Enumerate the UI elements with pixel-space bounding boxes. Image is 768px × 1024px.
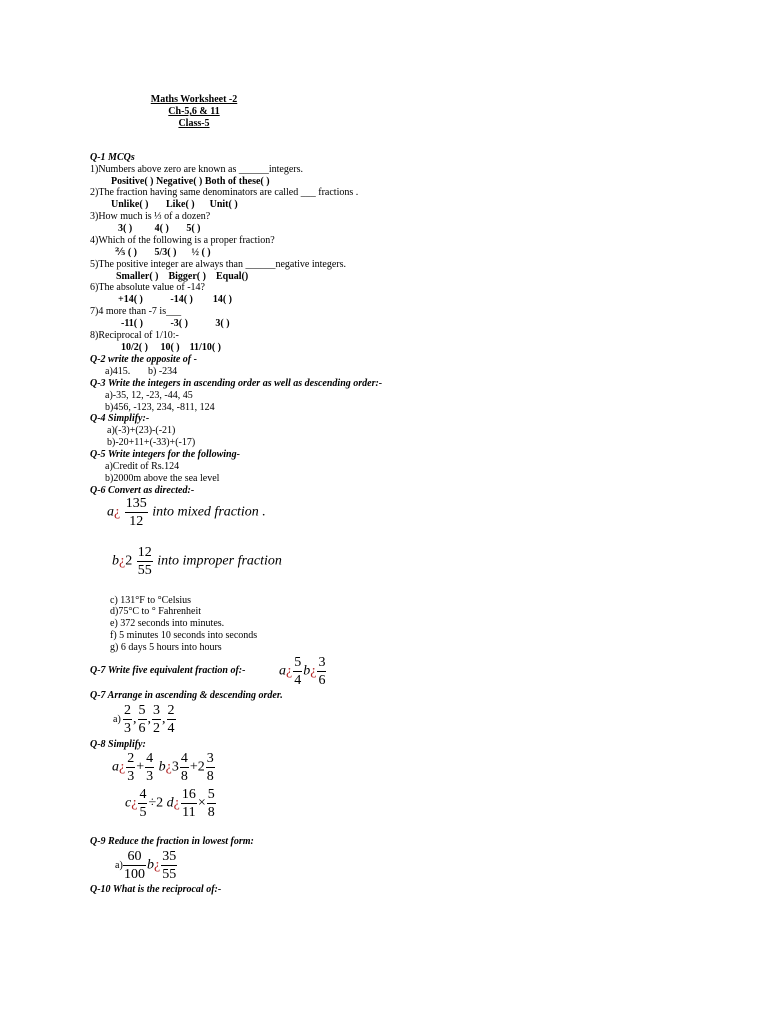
- q5-part-a: a)Credit of Rs.124: [105, 461, 180, 472]
- q6-part-d: d)75°C to ° Fahrenheit: [110, 606, 202, 617]
- q7-a-label: a: [279, 663, 286, 679]
- q8-a-fraction-2: [145, 750, 154, 785]
- q8-line-2: [125, 786, 217, 821]
- q8-b-plus: +: [189, 759, 198, 775]
- q1-question-3: 3)How much is ⅓ of a dozen?: [90, 211, 211, 222]
- q6-part-b-expression: [112, 544, 282, 579]
- q7-f1-numerator: 2: [124, 703, 131, 718]
- q9-heading: Q-9 Reduce the fraction in lowest form:: [90, 836, 254, 847]
- q8-c-mark: ¿: [131, 795, 138, 811]
- q8-line-1: [112, 750, 216, 785]
- q1-question-2: 2)The fraction having same denominators are called ___ fractions .: [90, 187, 359, 198]
- q8-c-whole: 2: [156, 795, 164, 811]
- q7-b-mark: ¿: [310, 663, 317, 679]
- q7-a-mark: ¿: [286, 663, 293, 679]
- q8-a1-numerator: 2: [127, 751, 135, 766]
- q1-options-6: +14( ) -14( ) 14( ): [118, 294, 233, 305]
- q8-c1-denominator: 5: [139, 805, 147, 820]
- q8-a-mark: ¿: [119, 759, 126, 775]
- q6-b-text: into improper fraction: [157, 553, 282, 569]
- q7-sep-3: ,: [162, 711, 166, 727]
- q7-a-numerator: 5: [294, 655, 302, 670]
- q1-options-2: Unlike( ) Like( ) Unit( ): [111, 199, 238, 210]
- q1-options-7: -11( ) -3( ) 3( ): [121, 318, 230, 329]
- q8-d-fraction-1: [181, 786, 197, 821]
- q2-part-b: b) -234: [148, 366, 178, 377]
- q7-f4-numerator: 2: [167, 703, 175, 718]
- q9-a-denominator: 100: [124, 867, 145, 882]
- q3-part-b: b)456, -123, 234, -811, 124: [105, 402, 215, 413]
- q7-f2-numerator: 5: [138, 703, 146, 718]
- q1-options-4: ⅖ ( ) 5/3( ) ½ ( ): [115, 247, 211, 258]
- q9-b-label: b: [147, 857, 154, 873]
- q6-a-text: into mixed fraction .: [152, 504, 266, 520]
- q8-b1-denominator: 8: [180, 769, 188, 784]
- q1-heading: Q-1 MCQs: [90, 152, 135, 163]
- q8-d-mark: ¿: [173, 795, 180, 811]
- q2-heading: Q-2 write the opposite of -: [90, 354, 197, 365]
- q6-part-f: f) 5 minutes 10 seconds into seconds: [110, 630, 258, 641]
- q4-part-b: b)-20+11+(-33)+(-17): [107, 437, 196, 448]
- q7-sep-2: ,: [147, 711, 151, 727]
- q8-c-label: c: [125, 795, 132, 811]
- q5-heading: Q-5 Write integers for the following-: [90, 449, 240, 460]
- q5-part-b: b)2000m above the sea level: [105, 473, 220, 484]
- q7-equivalent-heading: Q-7 Write five equivalent fraction of:-: [90, 665, 246, 676]
- q9-a-fraction: [123, 848, 146, 883]
- q7-fraction-3: [152, 702, 161, 737]
- q6-heading: Q-6 Convert as directed:-: [90, 485, 195, 496]
- q7-a-fraction: [293, 654, 302, 689]
- q8-b-label: b: [158, 759, 166, 775]
- q2-part-a: a)415.: [105, 366, 131, 377]
- q8-a-plus: +: [136, 759, 145, 775]
- q3-heading: Q-3 Write the integers in ascending order as well as descending order:-: [90, 378, 383, 389]
- q7-fraction-4: [167, 702, 176, 737]
- q7-b-label: b: [303, 663, 311, 679]
- q8-b-mark: ¿: [165, 759, 172, 775]
- q6-b-mark: ¿: [119, 553, 126, 569]
- q7-f3-numerator: 3: [153, 703, 160, 718]
- q7-arrange-heading: Q-7 Arrange in ascending & descending order.: [90, 690, 283, 701]
- q8-b-fraction-1: [180, 750, 189, 785]
- q9-a-label: a): [115, 860, 123, 871]
- q7-arrange-label: a): [113, 714, 121, 725]
- q8-b2-denominator: 8: [206, 769, 214, 784]
- worksheet-title: Maths Worksheet -2: [150, 94, 238, 105]
- q6-b-fraction: [137, 544, 153, 579]
- q8-heading: Q-8 Simplify:: [90, 739, 146, 750]
- q8-c1-numerator: 4: [139, 787, 147, 802]
- q8-d-fraction-2: [207, 786, 216, 821]
- q6-a-mark: ¿: [114, 504, 121, 520]
- q7-f4-denominator: 4: [167, 721, 175, 736]
- q8-d-label: d: [166, 795, 174, 811]
- q9-b-mark: ¿: [154, 857, 161, 873]
- q9-b-fraction: [161, 848, 177, 883]
- q7-a-denominator: 4: [294, 673, 302, 688]
- q6-a-label: a: [107, 504, 114, 520]
- q8-a2-numerator: 4: [146, 751, 154, 766]
- q1-question-1: 1)Numbers above zero are known as ______integers.: [90, 164, 303, 175]
- q8-d-times: ×: [197, 795, 206, 811]
- q4-heading: Q-4 Simplify:-: [90, 413, 150, 424]
- q6-part-g: g) 6 days 5 hours into hours: [110, 642, 222, 653]
- q6-part-a-expression: [107, 495, 266, 530]
- q10-heading: Q-10 What is the reciprocal of:-: [90, 884, 222, 895]
- q8-b-fraction-2: [206, 750, 215, 785]
- q7-sep-1: ,: [133, 711, 137, 727]
- q4-part-a: a)(-3)+(23)-(-21): [107, 425, 176, 436]
- q8-a-label: a: [112, 759, 119, 775]
- q6-a-numerator: 135: [125, 496, 147, 511]
- q6-a-fraction: [125, 495, 148, 530]
- q1-question-5: 5)The positive integer are always than ______negative integers.: [90, 259, 347, 270]
- q7-fraction-2: [138, 702, 147, 737]
- q3-part-a: a)-35, 12, -23, -44, 45: [105, 390, 193, 401]
- worksheet-class: Class-5: [178, 118, 210, 129]
- q8-a-fraction-1: [126, 750, 135, 785]
- q7-fraction-1: [123, 702, 132, 737]
- q1-question-6: 6)The absolute value of -14?: [90, 282, 205, 293]
- q7-arrange-expression: [122, 702, 177, 737]
- q8-b-whole-1: 3: [171, 759, 179, 775]
- q7-equivalent-expression: [279, 654, 327, 689]
- q1-options-1: Positive( ) Negative( ) Both of these( ): [111, 176, 270, 187]
- q1-question-4: 4)Which of the following is a proper fraction?: [90, 235, 275, 246]
- q6-part-e: e) 372 seconds into minutes.: [110, 618, 225, 629]
- q8-d1-numerator: 16: [181, 787, 196, 802]
- q6-b-numerator: 12: [137, 545, 152, 560]
- q8-a2-denominator: 3: [146, 769, 154, 784]
- q8-d2-denominator: 8: [207, 805, 215, 820]
- q8-d1-denominator: 11: [182, 805, 196, 820]
- q8-b2-numerator: 3: [206, 751, 214, 766]
- q9-b-denominator: 55: [162, 867, 177, 882]
- q6-part-c: c) 131°F to °Celsius: [110, 595, 192, 606]
- q6-b-label: b: [112, 553, 119, 569]
- q6-a-denominator: 12: [129, 514, 144, 529]
- q7-b-denominator: 6: [318, 673, 326, 688]
- q7-f3-denominator: 2: [153, 721, 160, 736]
- worksheet-chapters: Ch-5,6 & 11: [168, 106, 220, 117]
- q8-b-whole-2: 2: [197, 759, 205, 775]
- q8-d2-numerator: 5: [207, 787, 215, 802]
- q8-a1-denominator: 3: [127, 769, 135, 784]
- q8-c-divide: ÷: [148, 795, 157, 811]
- q7-f2-denominator: 6: [138, 721, 146, 736]
- q9-expression: [122, 848, 178, 883]
- q1-options-8: 10/2( ) 10( ) 11/10( ): [121, 342, 221, 353]
- q8-b1-numerator: 4: [180, 751, 188, 766]
- q6-b-denominator: 55: [137, 563, 152, 578]
- q1-question-7: 7)4 more than -7 is___: [90, 306, 182, 317]
- q9-b-numerator: 35: [162, 849, 177, 864]
- q7-b-numerator: 3: [318, 655, 326, 670]
- q7-f1-denominator: 3: [124, 721, 131, 736]
- q6-b-whole: 2: [125, 553, 133, 569]
- q1-options-3: 3( ) 4( ) 5( ): [118, 223, 201, 234]
- q7-b-fraction: [317, 654, 326, 689]
- q1-options-5: Smaller( ) Bigger( ) Equal(): [116, 271, 249, 282]
- q9-a-numerator: 60: [123, 848, 146, 866]
- q1-question-8: 8)Reciprocal of 1/10:-: [90, 330, 179, 341]
- q8-c-fraction: [138, 786, 147, 821]
